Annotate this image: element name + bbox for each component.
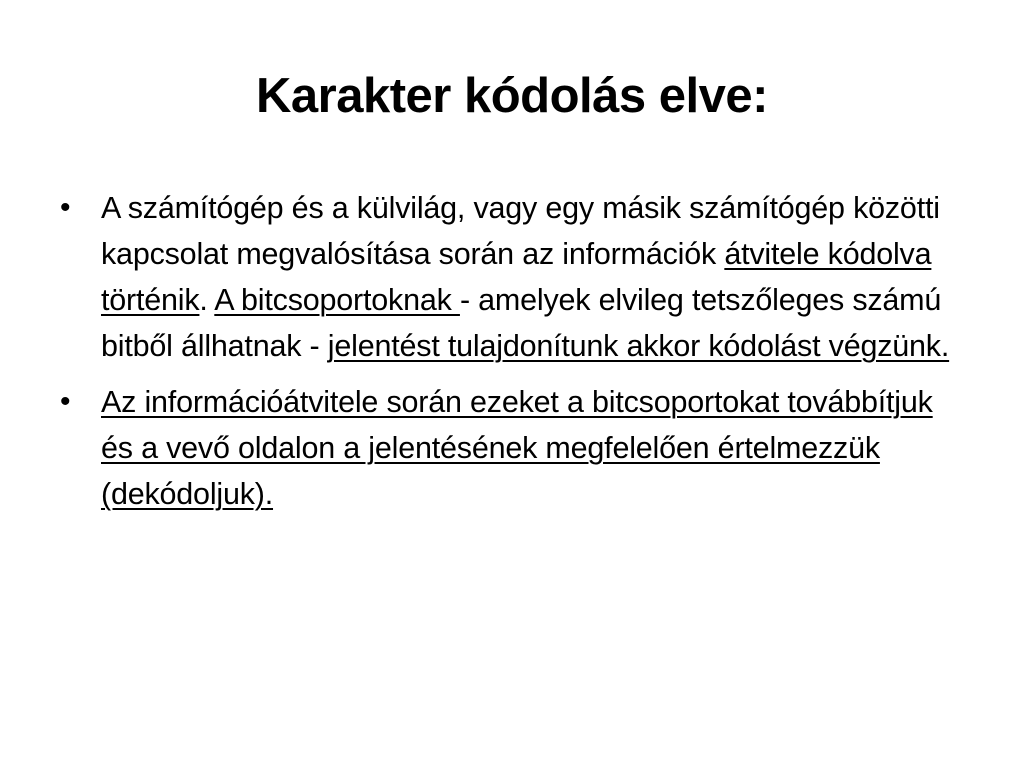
underlined-phrase: átvitele kódolva történik xyxy=(101,237,932,317)
bullet-item xyxy=(60,185,960,369)
bullet-marker: • xyxy=(60,385,71,418)
bullet-marker: • xyxy=(60,191,71,224)
bullet-text-segment: - amelyek elvileg tetszőleges számú bitből állhatnak - xyxy=(101,283,942,363)
bullet-text-segment: . xyxy=(199,283,215,317)
bullet-list xyxy=(60,185,960,527)
underlined-phrase: Az információátvitele során ezeket a bitcsoportokat továbbítjuk és a vevő oldalon a jelentésének megfelelően értelmezzük (dekódoljuk). xyxy=(101,385,933,511)
bullet-item xyxy=(60,379,960,517)
bullet-text-segment: A számítógép és a külvilág, vagy egy másik számítógép közötti kapcsolat megvalósítása során az információk xyxy=(101,191,940,271)
underlined-phrase: A bitcsoportoknak xyxy=(214,283,460,317)
slide-title: Karakter kódolás elve: xyxy=(256,69,768,123)
underlined-phrase: jelentést tulajdonítunk akkor kódolást végzünk. xyxy=(327,329,950,363)
